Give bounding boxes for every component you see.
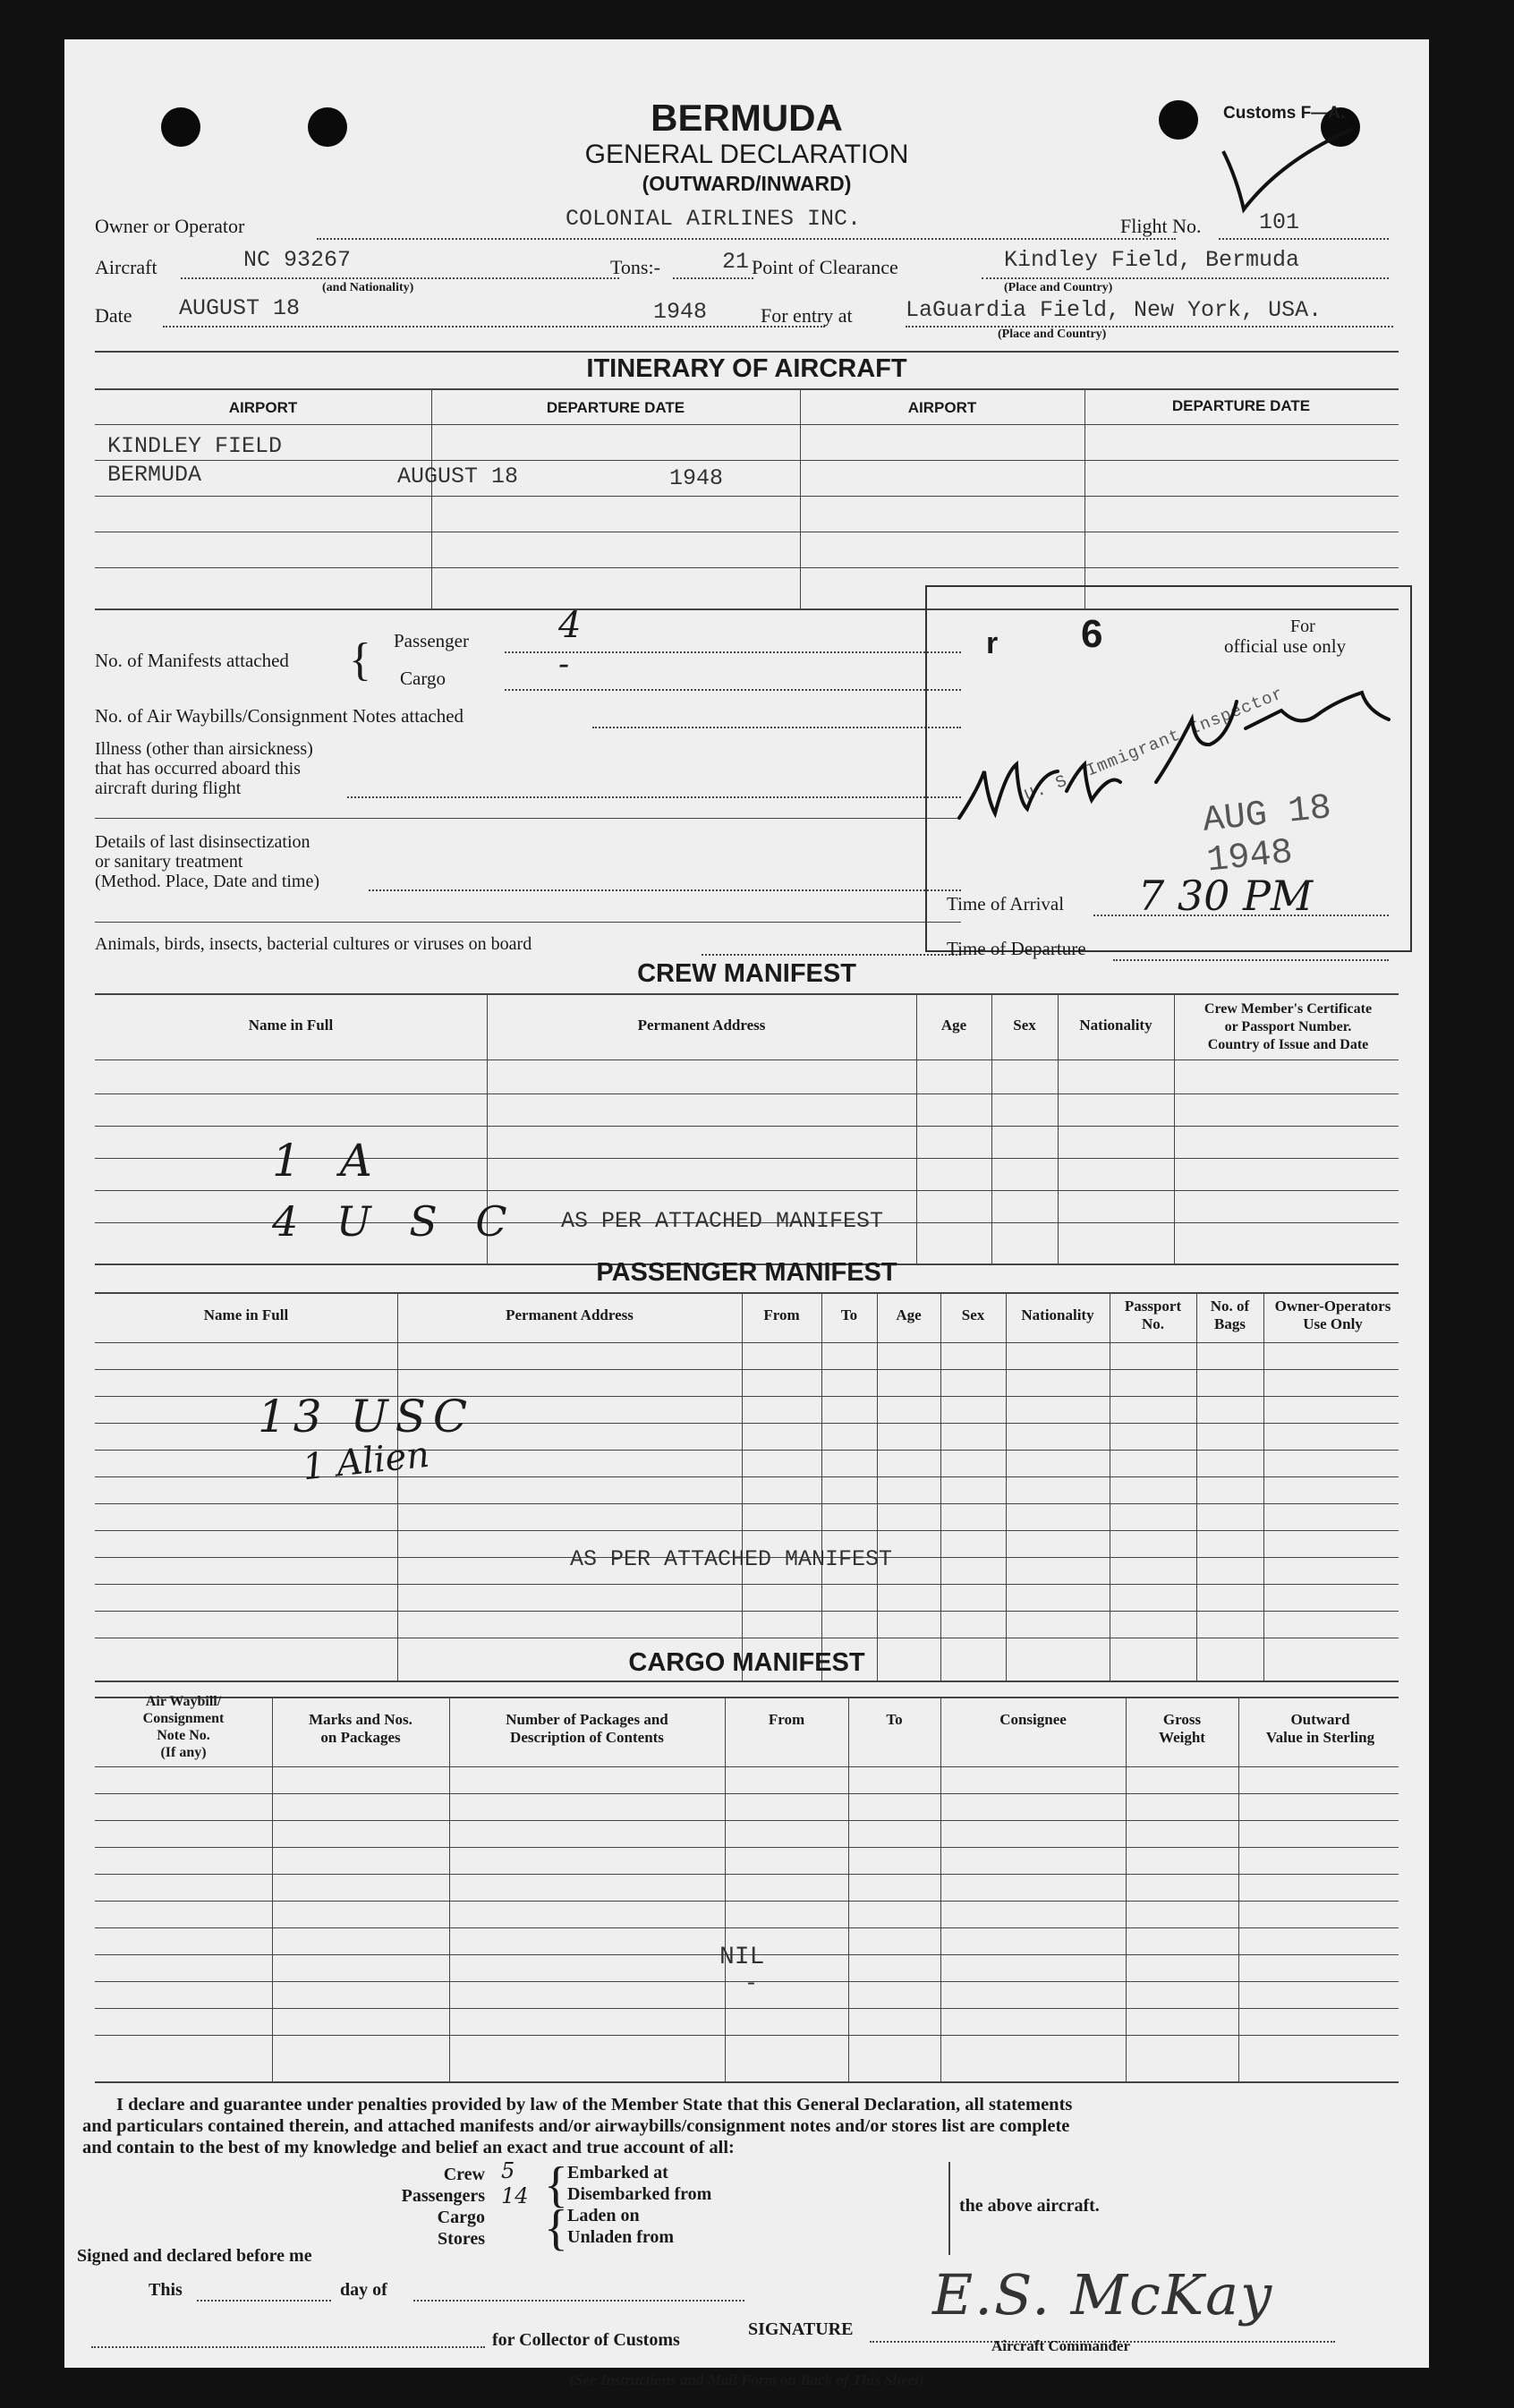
- passenger-manifest-count: 4: [558, 605, 582, 646]
- crew-col-address: Permanent Address: [637, 1017, 766, 1034]
- passenger-col-passport: Passport No.: [1124, 1298, 1182, 1332]
- itinerary-col-airport-2: AIRPORT: [907, 399, 977, 416]
- crew-manifest-title: CREW MANIFEST: [637, 959, 856, 988]
- official-box-mark: r: [986, 626, 999, 660]
- commander-signature: E.S. McKay: [932, 2262, 1274, 2327]
- declaration-actions: Embarked at Disembarked from Laden on Unladen from: [567, 2163, 712, 2247]
- passenger-col-name: Name in Full: [203, 1306, 289, 1323]
- collector-label: for Collector of Customs: [492, 2330, 680, 2350]
- place-country-note: (Place and Country): [998, 328, 1107, 341]
- form-title: BERMUDA: [651, 97, 843, 139]
- cargo-col-to: To: [886, 1711, 903, 1728]
- form-direction: (OUTWARD/INWARD): [642, 172, 852, 195]
- cargo-col-waybill: Air Waybill/ Consignment Note No. (If any): [142, 1694, 225, 1760]
- animals-label: Animals, birds, insects, bacterial cultures or viruses on board: [95, 934, 532, 954]
- owner-value: COLONIAL AIRLINES INC.: [566, 206, 862, 232]
- itinerary-col-airport: AIRPORT: [228, 399, 298, 416]
- date-value: AUGUST 18: [179, 295, 301, 321]
- cargo-col-packages: Number of Packages and Description of Contents: [506, 1711, 668, 1746]
- clearance-label: Point of Clearance: [752, 256, 898, 278]
- entry-value: LaGuardia Field, New York, USA.: [906, 297, 1323, 323]
- owner-label: Owner or Operator: [95, 215, 245, 237]
- declaration-categories: Crew Passengers Cargo Stores: [401, 2165, 485, 2249]
- passenger-col-bags: No. of Bags: [1210, 1298, 1250, 1332]
- cargo-nil: NIL: [719, 1944, 765, 1971]
- crew-col-certificate: Crew Member's Certificate or Passport Number. Country of Issue and Date: [1204, 1001, 1373, 1052]
- waybills-label: No. of Air Waybills/Consignment Notes attached: [95, 705, 464, 727]
- month-field[interactable]: [413, 2300, 744, 2302]
- crew-as-per-manifest: AS PER ATTACHED MANIFEST: [561, 1208, 884, 1234]
- passenger-count: 14: [501, 2183, 529, 2208]
- cargo-col-weight: Gross Weight: [1159, 1711, 1205, 1746]
- official-use-label: official use only: [1224, 635, 1347, 657]
- entry-label: For entry at: [761, 304, 853, 327]
- cargo-col-marks: Marks and Nos. on Packages: [309, 1711, 413, 1746]
- declaration-sheet: BERMUDA GENERAL DECLARATION (OUTWARD/INWARD) Customs F—A. Owner or Operator COLONIAL AIRLINES INC. Flight No. 101 Aircraft NC 93267 (and Nationality) Tons:- 21 Point of Clearance Kindley Field, Bermuda (Place and Country) Date AUGUST 18 1948 For entry at LaGuardia Field, New York, USA. (Place and Country) ITINERARY OF AIRCRAFT AIRPORT DEPARTURE DATE AIRPORT DEPARTURE DATE KINDLEY FIELD BERMUDA AUGUST 18 1948 No. of Manifests attached { Passenger 4 Cargo - No. of Air Waybills/Consignment Notes attached Illness (other than airsickness) that has occurred aboard this aircraft during flight Details of last disinsectization or sanitary treatment (Method. Place, Date and time) Animals, birds, insects, bacterial cultures or viruses on board r 6 For official use only U. S. Immigrant Inspector AUG 18 1948 Time of Arrival 7 30 PM Time of Departure CREW MANIFEST Name in Full Permanent Address Age Sex Nationality Crew Member's Certificate or Passport Number. Country of Issue and Date 1 A 4 U S C AS PER ATTACHED MANIFEST PASSENGER MANIFEST Name in Full Permanent Address From To Age Sex Nationality Passport No. No. of Bags Owner-Operators Use Only 13 USC 1 Alien AS PER ATTACHED MANIFEST CARGO MANIFEST Air Waybill/ Consignment Note No. (If any) Marks and Nos. on Packages Number of Packages and Description of Contents From To Consignee Gross Weight Outward Value in Sterling NIL - I declare and guarantee under penalties provided by law of the Member State that this General Declaration, all statements and particulars contained therein, and attached manifests and/or airwaybills/consignment notes and/or stores list are complete and contain to the best of my knowledge and belief an exact and true account of all: Crew Passengers Cargo Stores 5 14 { { Embarked at Disembarked from Laden on Unladen from the above aircraft. Signed and declared before me This day of for Collector of Customs SIGNATURE E.S. McKay Aircraft Commander (See Instructions and Mail Form on Back of This Sheet): [64, 39, 1429, 2368]
- tons-value: 21: [722, 249, 750, 275]
- passenger-hand-entry-1: 13 USC: [258, 1391, 475, 1442]
- cargo-manifest-title: CARGO MANIFEST: [628, 1648, 865, 1677]
- passenger-col-owner-use: Owner-Operators Use Only: [1274, 1298, 1391, 1332]
- passenger-col-to: To: [840, 1306, 858, 1323]
- time-of-arrival-label: Time of Arrival: [947, 893, 1065, 915]
- itinerary-airport-line2: BERMUDA: [107, 462, 202, 488]
- date-label: Date: [95, 304, 132, 327]
- inspector-signature: [941, 666, 1407, 845]
- for-label: For: [1290, 617, 1315, 636]
- aircraft-value: NC 93267: [243, 247, 352, 273]
- signature-label: SIGNATURE: [748, 2319, 854, 2339]
- crew-col-nationality: Nationality: [1079, 1017, 1153, 1034]
- crew-hand-entry-1: 1 A: [272, 1135, 385, 1187]
- above-aircraft: the above aircraft.: [959, 2196, 1100, 2216]
- instructions-note: (See Instructions and Mail Form on Back of This Sheet): [569, 2371, 924, 2388]
- passenger-col-from: From: [763, 1306, 800, 1323]
- illness-label: Illness (other than airsickness) that has occurred aboard this aircraft during flight: [95, 739, 313, 798]
- cargo-manifest-count: -: [558, 646, 570, 683]
- collector-signature-field[interactable]: [91, 2346, 485, 2348]
- official-number: 6: [1081, 612, 1103, 656]
- form-subtitle: GENERAL DECLARATION: [584, 140, 909, 169]
- passenger-hand-entry-2: 1 Alien: [300, 1434, 432, 1489]
- crew-col-name: Name in Full: [248, 1017, 334, 1034]
- itinerary-departure-date: AUGUST 18: [397, 464, 519, 489]
- passenger-col-address: Permanent Address: [506, 1306, 634, 1323]
- disinsection-label: Details of last disinsectization or sanitary treatment (Method. Place, Date and time): [95, 832, 320, 891]
- clearance-value: Kindley Field, Bermuda: [1004, 247, 1300, 273]
- day-field[interactable]: [197, 2300, 331, 2302]
- check-mark-icon: [1219, 124, 1362, 223]
- crew-count: 5: [501, 2158, 515, 2183]
- itinerary-col-departure: DEPARTURE DATE: [546, 399, 685, 416]
- this-label: This: [149, 2280, 183, 2300]
- date-year: 1948: [653, 299, 708, 325]
- crew-col-sex: Sex: [1013, 1017, 1036, 1034]
- passenger-col-nationality: Nationality: [1021, 1306, 1094, 1323]
- time-of-departure-label: Time of Departure: [947, 938, 1086, 959]
- passenger-manifest-title: PASSENGER MANIFEST: [596, 1258, 897, 1287]
- time-of-arrival-value: 7 30 PM: [1138, 872, 1314, 920]
- passenger-col-age: Age: [896, 1306, 922, 1323]
- passenger-as-per-manifest: AS PER ATTACHED MANIFEST: [570, 1546, 893, 1572]
- itinerary-departure-year: 1948: [669, 465, 724, 491]
- itinerary-title: ITINERARY OF AIRCRAFT: [586, 354, 907, 383]
- flight-value: 101: [1259, 209, 1300, 235]
- flight-label: Flight No.: [1120, 215, 1202, 237]
- place-country-note: (Place and Country): [1004, 281, 1113, 294]
- cargo-col-consignee: Consignee: [999, 1711, 1067, 1728]
- tons-label: Tons:-: [610, 256, 660, 278]
- day-of-label: day of: [340, 2280, 387, 2300]
- signed-declared: Signed and declared before me: [77, 2246, 312, 2266]
- cargo-col-value: Outward Value in Sterling: [1265, 1711, 1375, 1746]
- cargo-nil-dash: -: [744, 1970, 759, 1996]
- crew-col-age: Age: [940, 1017, 967, 1034]
- cargo-col-from: From: [768, 1711, 805, 1728]
- commander-label: Aircraft Commander: [991, 2337, 1131, 2354]
- passenger-col-sex: Sex: [961, 1306, 985, 1323]
- arrival-stamp-date: AUG 18 1948: [1201, 787, 1333, 882]
- passenger-label: Passenger: [394, 630, 469, 651]
- manifests-label: No. of Manifests attached: [95, 650, 289, 671]
- crew-hand-entry-2: 4 U S C: [272, 1197, 520, 1246]
- aircraft-label: Aircraft: [95, 256, 157, 278]
- declaration-text: I declare and guarantee under penalties provided by law of the Member State that this General Declaration, all statements and particulars contained therein, and attached manifests and/or airwaybills/consignment notes and/or stores list are complete and contain to the best of my knowledge and belief an exact and true account of all:: [82, 2095, 1073, 2157]
- aircraft-note: (and Nationality): [322, 281, 414, 294]
- form-id: Customs F—A.: [1223, 104, 1346, 123]
- itinerary-airport-line1: KINDLEY FIELD: [107, 433, 283, 459]
- itinerary-col-departure-2: DEPARTURE DATE: [1171, 397, 1311, 414]
- inspector-stamp: U. S. Immigrant Inspector: [1022, 683, 1287, 806]
- cargo-label: Cargo: [400, 668, 446, 689]
